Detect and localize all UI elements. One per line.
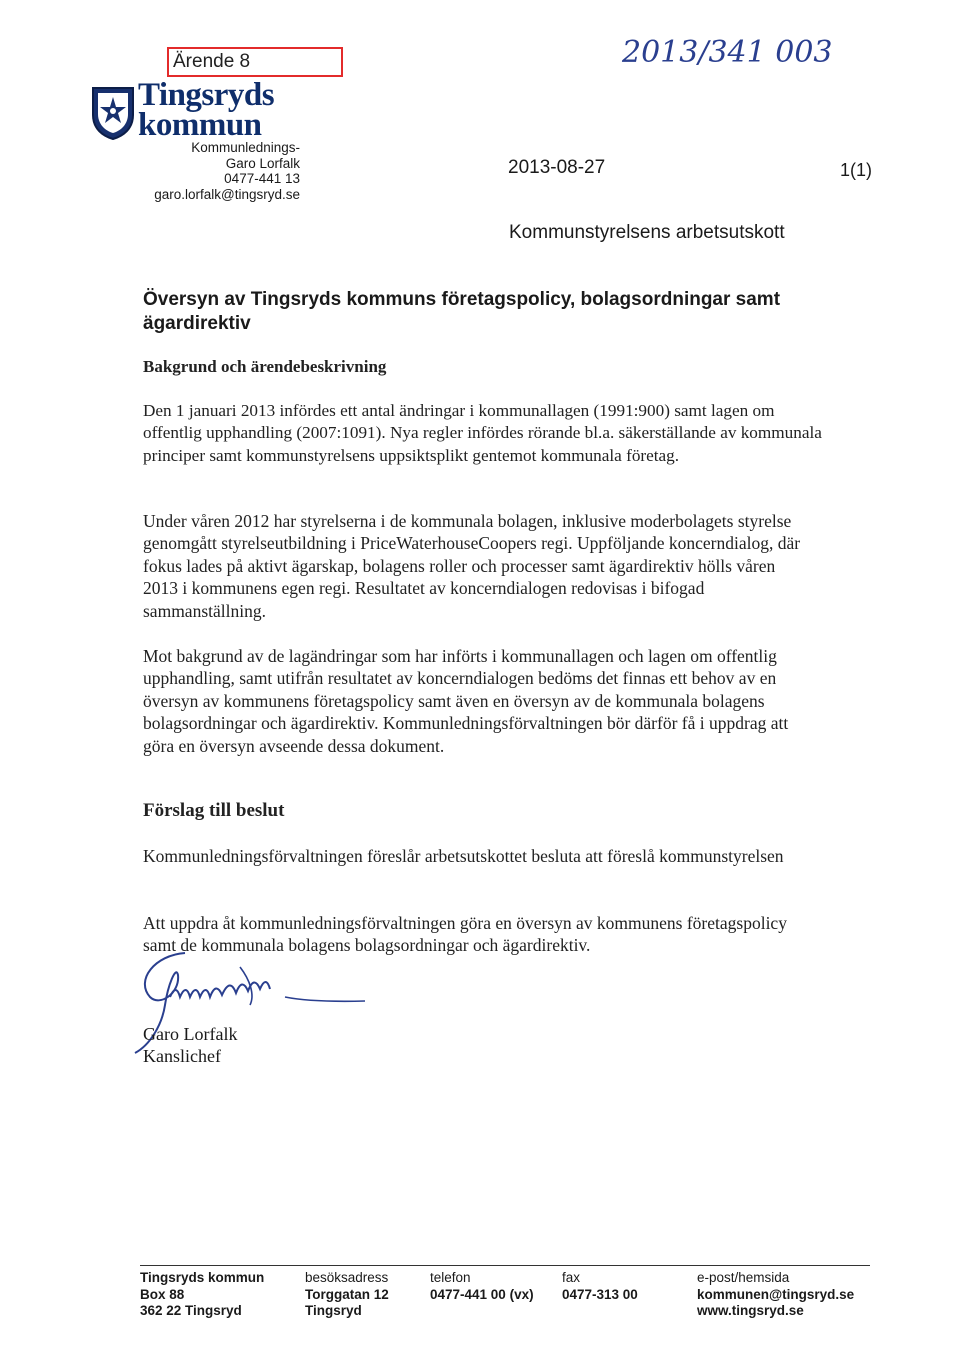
footer-column-municipality (140, 1270, 264, 1320)
recipient: Kommunstyrelsens arbetsutskott (509, 222, 785, 243)
proposal-paragraph-1: Kommunledningsförvaltningen föreslår arbetsutskottet besluta att föreslå kommunstyrelsen (143, 846, 784, 866)
sender-block (100, 140, 300, 202)
footer-line: Tingsryd (305, 1303, 362, 1318)
footer-column-visiting-address (305, 1270, 389, 1320)
handwritten-reference (620, 26, 880, 76)
footer-label: telefon (430, 1270, 471, 1285)
footer-label: Tingsryds kommun (140, 1270, 265, 1285)
case-label: Ärende 8 (173, 51, 251, 72)
document-date: 2013-08-27 (508, 157, 606, 178)
coat-of-arms-icon (90, 85, 136, 141)
page-number: 1(1) (840, 160, 873, 180)
sender-department: Kommunlednings- (191, 140, 300, 155)
sender-name: Garo Lorfalk (225, 155, 300, 171)
signer-name: Garo Lorfalk (143, 1024, 238, 1044)
footer-label: besöksadress (305, 1270, 389, 1285)
background-heading: Bakgrund och ärendebeskrivning (143, 357, 387, 376)
footer-column-email-web (697, 1270, 854, 1320)
signer-title: Kanslichef (143, 1046, 221, 1066)
logo-line-2: kommun (138, 107, 262, 143)
logo-line-1: Tingsryds (138, 77, 275, 113)
footer-line: 362 22 Tingsryd (140, 1303, 242, 1318)
handwritten-reference-text: 2013/341 003 (622, 35, 833, 70)
background-paragraph-2: Under våren 2012 har styrelserna i de kommunala bolagen, inklusive moderbolagets styrelse genomgått styrelseutbildning i PriceWaterhouseCoopers regi. Uppföljande koncerndialog, där fokus lades på aktivt ägarskap, bolagens roller och processer samt ägardirektiv hölls våren 2013 i kommunens egen regi. Resultatet av koncerndialogen redovisas i bifogad sammanställning. (143, 511, 801, 621)
background-paragraph-1: Den 1 januari 2013 infördes ett antal ändringar i kommunallagen (1991:900) samt lagen om offentlig upphandling (2007:1091). Nya regler infördes rörande bl.a. säkerställande av kommunala principer samt kommunstyrelsens uppsiktsplikt gentemot kommunala företag. (143, 401, 822, 465)
proposal-paragraph-2: Att uppdra åt kommunledningsförvaltningen göra en översyn av kommunens företagspolicy samt de kommunala bolagens bolagsordningar och ägardirektiv. (143, 913, 787, 956)
footer-line: 0477-313 00 (562, 1286, 638, 1302)
footer-line: 0477-441 00 (vx) (430, 1286, 534, 1302)
footer-line: Box 88 (140, 1286, 185, 1302)
footer-divider (140, 1265, 870, 1266)
footer-label: fax (562, 1270, 581, 1285)
case-label-box (167, 47, 343, 77)
background-paragraph-3: Mot bakgrund av de lagändringar som har införts i kommunallagen och lagen om offentlig upphandling, samt utifrån resultatet av koncerndialogen bedöms det finnas ett behov av en översyn av kommunens företagspolicy samt även en översyn av de kommunala bolagens bolagsordningar och ägardirektiv. Kommunledningsförvaltningen bör därför få i uppdrag att göra en översyn avseende dessa dokument. (143, 646, 789, 756)
document-title: Översyn av Tingsryds kommuns företagspolicy, bolagsordningar samt ägardirektiv (143, 289, 781, 334)
municipality-logo (138, 77, 275, 143)
footer-line: Torggatan 12 (305, 1286, 389, 1302)
footer-column-fax (562, 1270, 638, 1303)
sender-email: garo.lorfalk@tingsryd.se (154, 186, 300, 202)
footer-label: e-post/hemsida (697, 1270, 790, 1285)
proposal-heading: Förslag till beslut (143, 800, 285, 821)
footer-column-phone (430, 1270, 534, 1303)
footer-line: kommunen@tingsryd.se (697, 1286, 855, 1302)
sender-phone: 0477-441 13 (224, 171, 300, 186)
footer-line: www.tingsryd.se (697, 1303, 804, 1318)
